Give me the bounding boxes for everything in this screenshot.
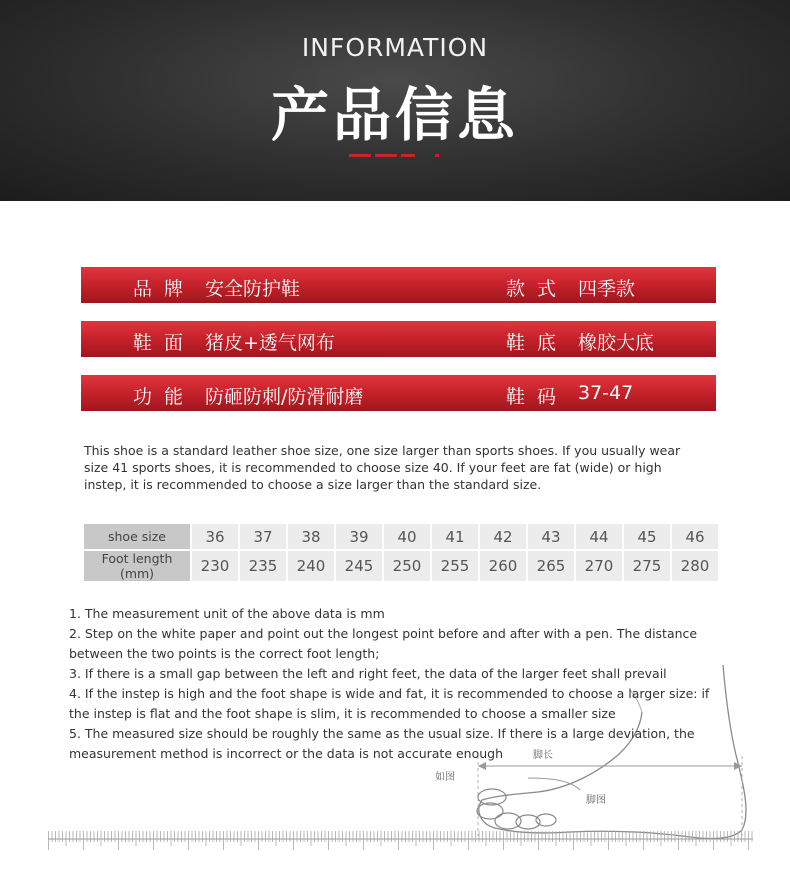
- info-value: 37-47: [578, 382, 634, 404]
- info-row-upper: [81, 321, 716, 357]
- info-value: 安全防护鞋: [205, 278, 301, 300]
- row-label: Foot length (mm): [84, 551, 190, 581]
- accent-dash: [375, 154, 397, 157]
- table-cell: 280: [672, 551, 718, 581]
- table-cell: 46: [672, 524, 718, 551]
- table-cell: 41: [432, 524, 478, 551]
- header-banner: [0, 0, 790, 201]
- table-cell: 240: [288, 551, 334, 581]
- info-row-function: [81, 375, 716, 411]
- table-row-foot-length: [84, 551, 718, 581]
- note-item: 4. If the instep is high and the foot shape is wide and fat, it is recommended to choose a larger size: if the instep is flat and the foot shape is slim, it is recommended to choose a smaller size: [69, 686, 710, 721]
- info-value: 橡胶大底: [578, 332, 655, 354]
- table-cell: 37: [240, 524, 286, 551]
- info-value: 四季款: [578, 278, 636, 300]
- header-title-zh: 产品信息: [270, 81, 519, 149]
- table-cell: 260: [480, 551, 526, 581]
- table-cell: 45: [624, 524, 670, 551]
- table-cell: 42: [480, 524, 526, 551]
- table-cell: 36: [192, 524, 238, 551]
- accent-dash: [401, 154, 415, 157]
- label-length: 脚长: [533, 750, 553, 761]
- size-table: [82, 524, 720, 581]
- table-cell: 245: [336, 551, 382, 581]
- measurement-notes: [69, 604, 719, 764]
- note-item: 2. Step on the white paper and point out the longest point before and after with a pen. The distance between the two points is the correct foot length;: [69, 626, 698, 661]
- table-cell: 39: [336, 524, 382, 551]
- table-cell: 275: [624, 551, 670, 581]
- info-label: 鞋面: [133, 332, 196, 354]
- pointer-curve: [528, 778, 580, 790]
- table-cell: 255: [432, 551, 478, 581]
- table-cell: 250: [384, 551, 430, 581]
- table-cell: 43: [528, 524, 574, 551]
- info-label: 鞋码: [506, 386, 569, 408]
- note-item: 1. The measurement unit of the above data is mm: [69, 606, 385, 621]
- table-cell: 44: [576, 524, 622, 551]
- toe: [495, 813, 521, 829]
- row-label: shoe size: [84, 524, 190, 551]
- info-value: 防砸防刺/防滑耐磨: [205, 386, 364, 408]
- info-label: 品牌: [133, 278, 196, 300]
- table-cell: 40: [384, 524, 430, 551]
- accent-dash: [349, 154, 371, 157]
- label-example: 如图: [435, 772, 455, 783]
- table-cell: 265: [528, 551, 574, 581]
- info-row-brand: [81, 267, 716, 303]
- note-item: 5. The measured size should be roughly the same as the usual size. If there is a large deviation, the measurement method is incorrect or the data is not accurate enough: [69, 726, 695, 761]
- header-title-en: INFORMATION: [301, 33, 489, 62]
- info-label: 鞋底: [506, 332, 569, 354]
- info-label: 功能: [133, 386, 196, 408]
- table-row-shoe-size: [84, 524, 718, 551]
- size-description: This shoe is a standard leather shoe size, one size larger than sports shoes. If you usually wear size 41 sports shoes, it is recommended to choose size 40. If your feet are fat (wide) or high instep, it is recommended to choose a size larger than the standard size.: [84, 443, 681, 492]
- accent-dot: [435, 154, 439, 157]
- ruler: [48, 830, 753, 852]
- ruler-ticks: [49, 831, 753, 850]
- table-cell: 230: [192, 551, 238, 581]
- table-cell: 270: [576, 551, 622, 581]
- note-item: 3. If there is a small gap between the left and right feet, the data of the larger feet shall prevail: [69, 666, 667, 681]
- label-foot: 脚图: [586, 795, 606, 806]
- table-cell: 235: [240, 551, 286, 581]
- info-value: 猪皮+透气网布: [205, 332, 335, 354]
- table-cell: 38: [288, 524, 334, 551]
- info-label: 款式: [506, 278, 569, 300]
